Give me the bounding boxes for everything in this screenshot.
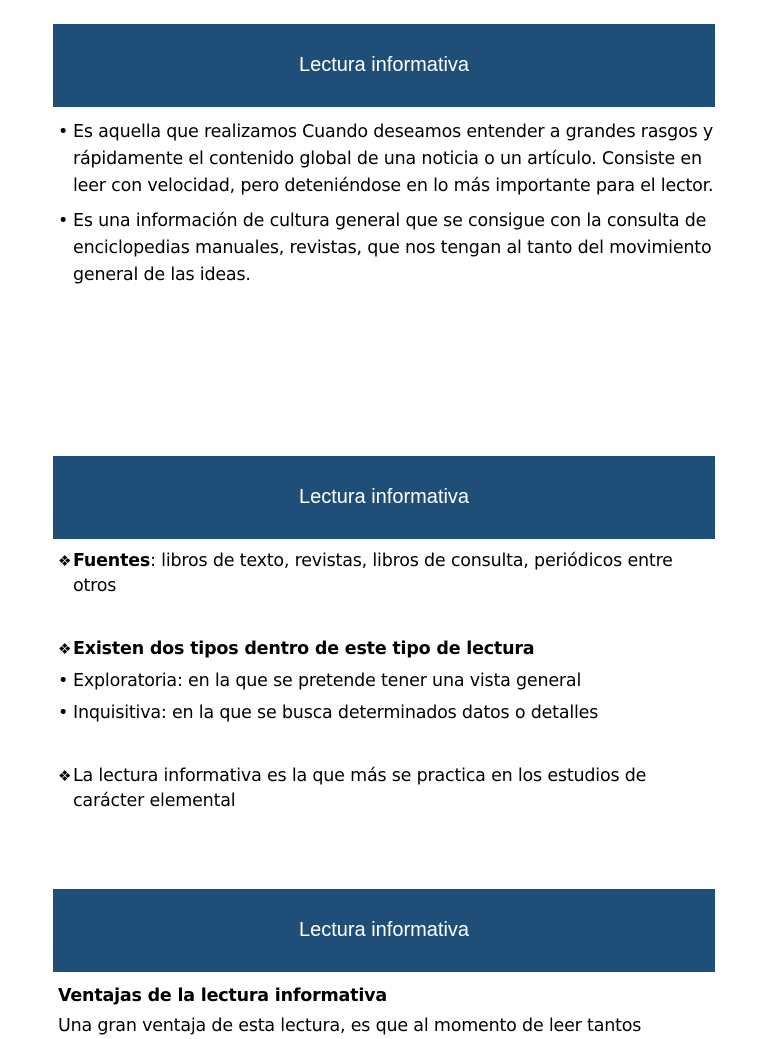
tipos-heading-item bbox=[58, 637, 718, 662]
fuentes-text: : libros de texto, revistas, libros de consulta, periódicos entre otros bbox=[73, 551, 673, 596]
slide-1-title: Lectura informativa bbox=[53, 24, 715, 107]
tipo-inquisitiva: • Inquisitiva: en la que se busca determinados datos o detalles bbox=[58, 701, 718, 726]
fuentes-item bbox=[58, 549, 718, 599]
tipo-exploratoria: • Exploratoria: en la que se pretende tener una vista general bbox=[58, 669, 718, 694]
closing-item bbox=[58, 764, 718, 814]
slide-1-bullet-1: • Es aquella que realizamos Cuando deseamos entender a grandes rasgos y rápidamente el contenido global de una noticia o un artículo. Consiste en leer con velocidad, pero deteniéndose en lo más importante para el lector. bbox=[58, 119, 718, 200]
ventajas-heading: Ventajas de la lectura informativa bbox=[58, 986, 387, 1006]
diamond-bullet-icon: ❖ bbox=[58, 640, 72, 658]
slide-1-bullet-2: • Es una información de cultura general que se consigue con la consulta de enciclopedias manuales, revistas, que nos tengan al tanto del movimiento general de las ideas. bbox=[58, 208, 718, 289]
slide-3-title: Lectura informativa bbox=[53, 889, 715, 972]
slide-3-body bbox=[58, 983, 718, 1039]
diamond-bullet-icon: ❖ bbox=[58, 767, 72, 785]
closing-text: La lectura informativa es la que más se practica en los estudios de carácter elemental bbox=[73, 766, 647, 811]
tipos-heading: Existen dos tipos dentro de este tipo de lectura bbox=[73, 639, 535, 659]
diamond-bullet-icon: ❖ bbox=[58, 552, 72, 570]
slide-1-body bbox=[58, 119, 718, 289]
fuentes-label: Fuentes bbox=[73, 551, 151, 571]
ventajas-text: Una gran ventaja de esta lectura, es que al momento de leer tantos bbox=[58, 1016, 642, 1036]
slide-2-title: Lectura informativa bbox=[53, 456, 715, 539]
slide-2-body bbox=[58, 549, 718, 814]
